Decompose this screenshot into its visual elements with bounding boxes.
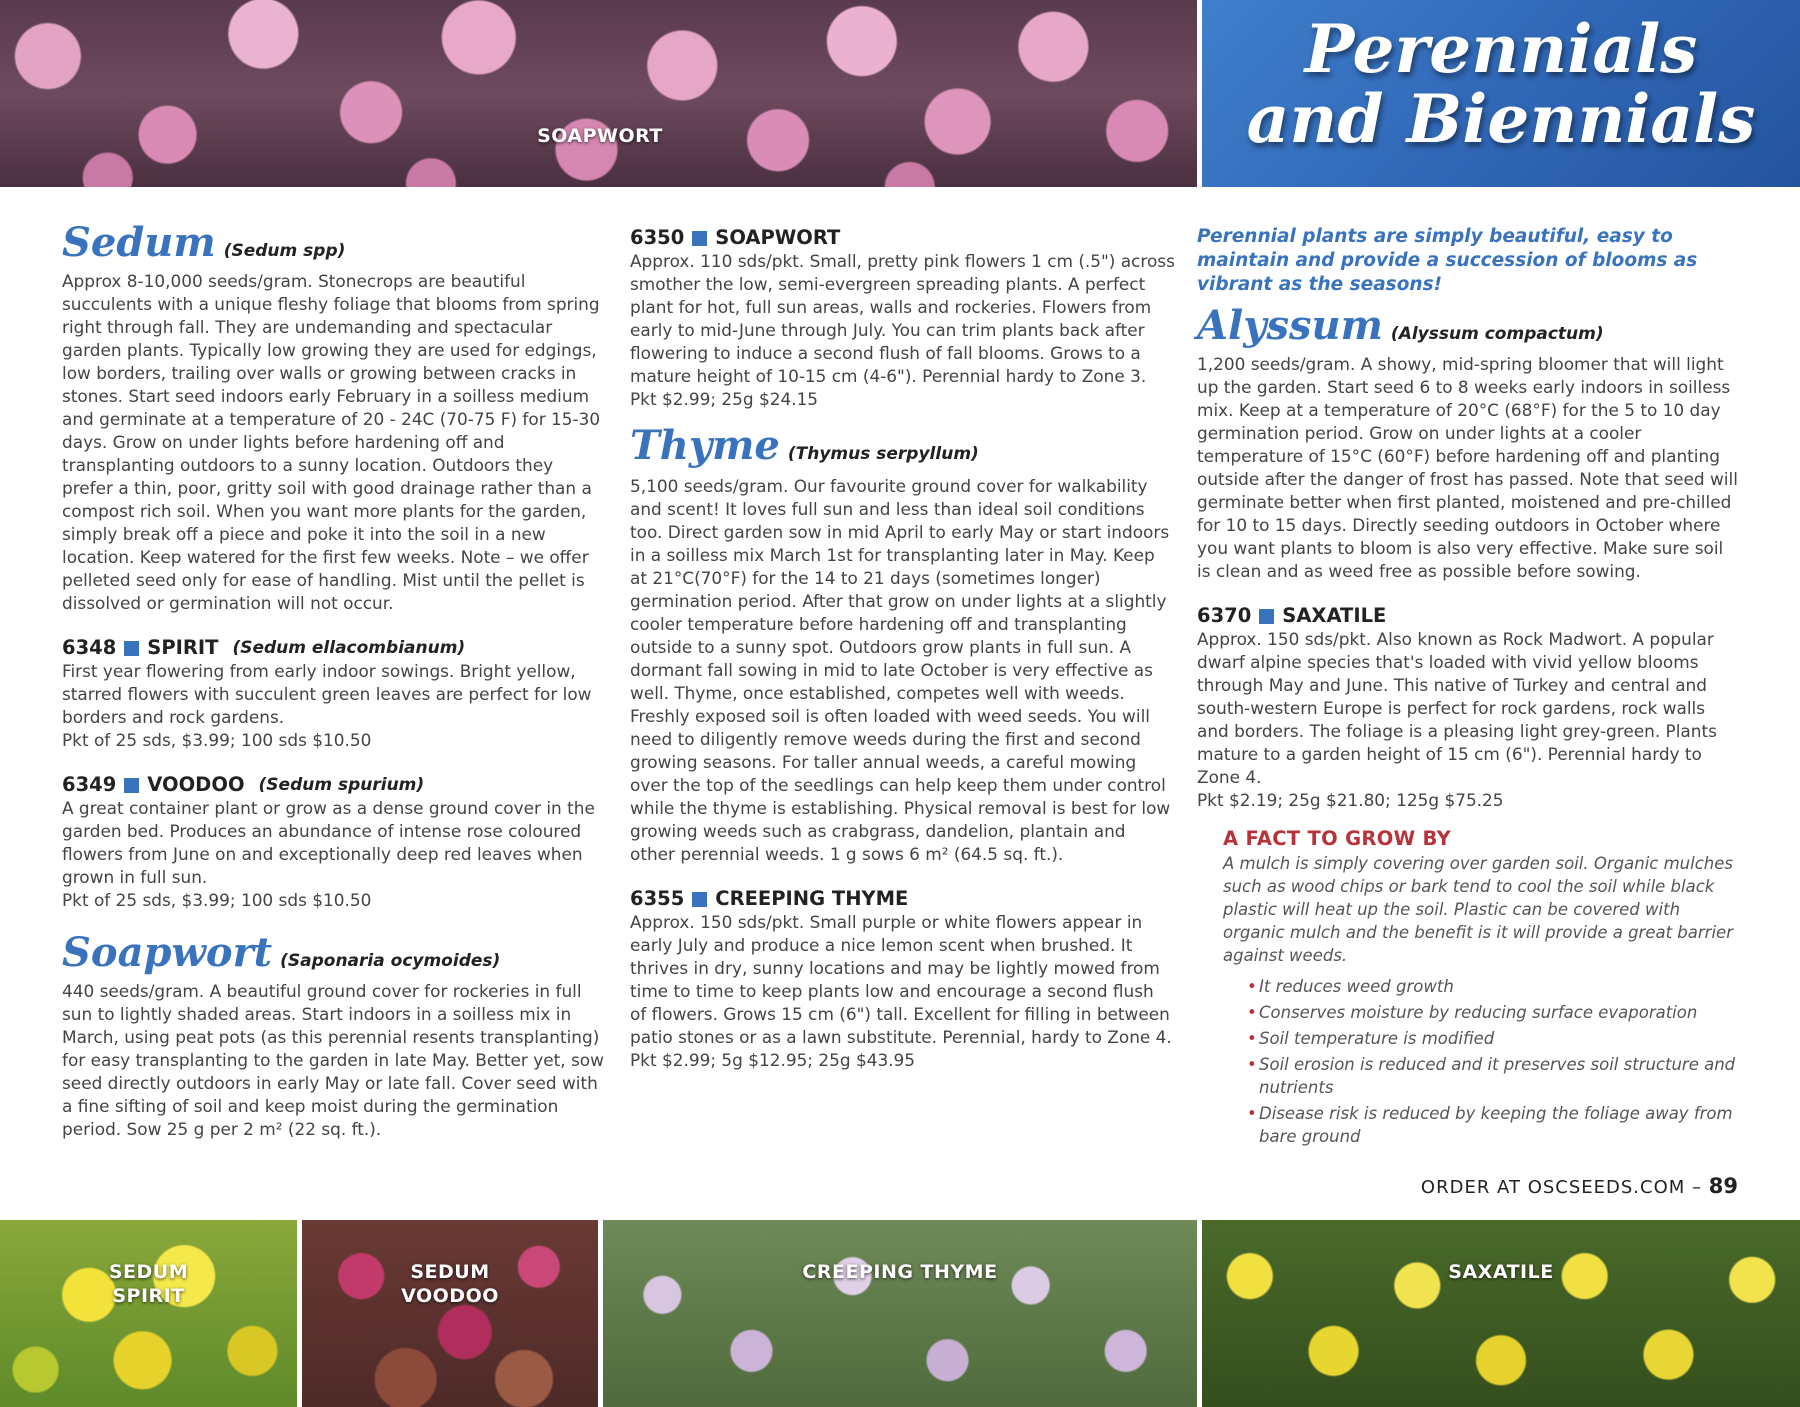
- bullet-icon: •: [1247, 1104, 1257, 1123]
- spirit-heading: [62, 636, 607, 660]
- title-line-2: and Biennials: [1246, 80, 1756, 158]
- creeping-thyme-caption: CREEPING THYME: [802, 1261, 998, 1283]
- sedum-voodoo-photo: [302, 1220, 598, 1407]
- bullet-icon: •: [1247, 1029, 1257, 1048]
- intro-text: Perennial plants are simply beautiful, easy to maintain and provide a succession of blooms as vibrant as the seasons!: [1197, 226, 1698, 295]
- blue-square-icon: [692, 231, 707, 246]
- bullet-icon: •: [1247, 977, 1257, 996]
- saxatile-photo: [1202, 1220, 1800, 1407]
- fact-bullet: [1223, 975, 1742, 998]
- creeping-thyme-code: 6355: [630, 887, 685, 910]
- sedum-spirit-caption: [0, 1260, 297, 1308]
- order-link[interactable]: ORDER AT OSCSEEDS.COM –: [1420, 1177, 1703, 1198]
- fact-bullet-text: Soil erosion is reduced and it preserves soil structure and nutrients: [1259, 1055, 1736, 1097]
- sedum-voodoo-caption: [302, 1260, 598, 1308]
- voodoo-code: 6349: [62, 773, 117, 796]
- bullet-icon: •: [1247, 1003, 1257, 1022]
- fact-bullet: [1223, 1001, 1742, 1024]
- soapwort-latin: (Saponaria ocymoides): [280, 951, 501, 971]
- sedum-latin: (Sedum spp): [223, 241, 346, 261]
- soapwort-banner-photo: [0, 0, 1197, 187]
- blue-square-icon: [692, 892, 707, 907]
- spirit-latin: (Sedum ellacombianum): [232, 638, 466, 658]
- blue-square-icon: [124, 641, 139, 656]
- column-2: [630, 226, 1175, 1072]
- voodoo-description: A great container plant or grow as a dense ground cover in the garden bed. Produces an abundance of intense rose coloured flowers from June on and exceptionally deep red leaves when grown in full sun.: [62, 798, 595, 887]
- fact-bullet: [1223, 1102, 1742, 1148]
- caption-line: SPIRIT: [112, 1285, 185, 1307]
- sedum-heading: [62, 220, 607, 266]
- voodoo-price: Pkt of 25 sds, $3.99; 100 sds $10.50: [62, 890, 372, 910]
- thyme-heading: [630, 423, 1175, 469]
- soapwort-name: SOAPWORT: [715, 226, 841, 249]
- fact-title: A FACT TO GROW BY: [1223, 827, 1452, 850]
- thyme-description: 5,100 seeds/gram. Our favourite ground cover for walkability and scent! It loves full sun and less than ideal soil conditions too. Direct garden sow in mid April to early May or start indoors in a soilless mix March 1st for transplanting later in May. Keep at 21°C(70°F) for the 14 to 21 days (sometimes longer) germination period. After that grow on under lights at a slightly cooler temperature before hardening off and transplanting outside to a sunny spot. Outdoors grow plants in full sun. A dormant fall sowing in mid to late October is very effective as well. Thyme, once established, competes well with weeds. Freshly exposed soil is often loaded with weed seeds. You will need to diligently remove weeds during the first and second growing seasons. For taller annual weeds, a careful mowing over the top of the seedlings can help keep them under control while the thyme is establishing. Physical removal is best for low growing weeds such as crabgrass, dandelion, plantain and other perennial weeds. 1 g sows 6 m² (64.5 sq. ft.).: [630, 476, 1171, 864]
- spirit-item: [62, 636, 607, 752]
- spirit-name: SPIRIT: [147, 636, 219, 659]
- creeping-thyme-item: [630, 887, 1175, 1072]
- soapwort-code: 6350: [630, 226, 685, 249]
- voodoo-item: [62, 773, 607, 912]
- alyssum-title: Alyssum: [1197, 302, 1383, 349]
- fact-list: [1223, 975, 1742, 1148]
- creeping-thyme-heading: [630, 887, 1175, 911]
- alyssum-latin: (Alyssum compactum): [1390, 324, 1604, 344]
- fact-bullet-text: Conserves moisture by reducing surface evaporation: [1259, 1003, 1698, 1022]
- creeping-thyme-name: CREEPING THYME: [715, 887, 909, 910]
- saxatile-code: 6370: [1197, 604, 1252, 627]
- page-number: 89: [1708, 1174, 1738, 1198]
- thyme-title: Thyme: [630, 422, 780, 469]
- saxatile-price: Pkt $2.19; 25g $21.80; 125g $75.25: [1197, 790, 1504, 810]
- banner-photo-caption: SOAPWORT: [537, 125, 663, 147]
- sedum-description: Approx 8-10,000 seeds/gram. Stonecrops are beautiful succulents with a unique fleshy foliage that blooms from spring right through fall. They are undemanding and spectacular garden plants. Typically low growing they are used for edgings, low borders, trailing over walls or growing between cracks in stones. Start seed indoors early February in a soilless medium and germinate at a temperature of 20 - 24C (70-75 F) for 15-30 days. Grow on under lights before hardening off and transplanting outdoors to a sunny location. Outdoors they prefer a thin, poor, gritty soil with good drainage rather than a compost rich soil. When you want more plants for the garden, simply break off a piece and poke it into the soil in a new location. Keep watered for the first few weeks. Note – we offer pelleted seed only for ease of handling. Mist until the pellet is dissolved or germination will not occur.: [62, 271, 601, 613]
- sedum-title: Sedum: [62, 219, 216, 266]
- creeping-thyme-photo: [603, 1220, 1197, 1407]
- caption-line: SEDUM: [108, 1261, 189, 1283]
- saxatile-description: Approx. 150 sds/pkt. Also known as Rock Madwort. A popular dwarf alpine species that's loaded with vivid yellow blooms through May and June. This native of Turkey and central and south-western Europe is perfect for rock gardens, rock walls and borders. The foliage is a pleasing light grey-green. Plants mature to a garden height of 15 cm (6"). Perennial hardy to Zone 4.: [1197, 629, 1717, 787]
- soapwort-title: Soapwort: [62, 929, 273, 976]
- soapwort-item-description: Approx. 110 sds/pkt. Small, pretty pink flowers 1 cm (.5") across smother the low, semi-evergreen spreading plants. A perfect plant for hot, full sun areas, walls and rockeries. Flowers from early to mid-June through July. You can trim plants back after flowering to induce a second flush of fall blooms. Grows to a mature height of 10-15 cm (4-6"). Perennial hardy to Zone 3.: [630, 251, 1175, 386]
- saxatile-item: [1197, 604, 1742, 812]
- caption-line: SEDUM: [410, 1261, 490, 1283]
- fact-text: A mulch is simply covering over garden soil. Organic mulches such as wood chips or bark tend to cool the soil while black plastic will heat up the soil. Plastic can be covered with organic mulch and the benefit is it will provide a great barrier against weeds.: [1223, 854, 1733, 965]
- title-line-1: Perennials: [1304, 10, 1698, 88]
- thyme-latin: (Thymus serpyllum): [787, 444, 979, 464]
- blue-square-icon: [1259, 609, 1274, 624]
- sedum-spirit-photo: [0, 1220, 297, 1407]
- fact-bullet-text: Soil temperature is modified: [1259, 1029, 1495, 1048]
- column-3: [1197, 225, 1742, 1151]
- caption-line: VOODOO: [401, 1285, 499, 1307]
- spirit-price: Pkt of 25 sds, $3.99; 100 sds $10.50: [62, 730, 372, 750]
- page-footer: [1421, 1174, 1738, 1198]
- bullet-icon: •: [1247, 1055, 1257, 1074]
- soapwort-item-heading: [630, 226, 1175, 250]
- soapwort-heading: [62, 930, 607, 976]
- saxatile-caption: SAXATILE: [1448, 1261, 1554, 1283]
- fact-box: [1223, 826, 1742, 1148]
- voodoo-latin: (Sedum spurium): [258, 775, 425, 795]
- fact-bullet: [1223, 1027, 1742, 1050]
- saxatile-heading: [1197, 604, 1742, 628]
- blue-square-icon: [124, 778, 139, 793]
- alyssum-description: 1,200 seeds/gram. A showy, mid-spring bloomer that will light up the garden. Start seed 6 to 8 weeks early indoors in soilless mix. Keep at a temperature of 20°C (68°F) for the 5 to 10 day germination period. Grow on under lights at a cooler temperature of 15°C (60°F) before hardening off and planting outside after the danger of frost has passed. Note that seed will germinate better when first planted, moistened and pre-chilled for 10 to 15 days. Directly seeding outdoors in October where you want plants to bloom is also very effective. Make sure soil is clean and as weed free as possible before sowing.: [1197, 354, 1738, 581]
- soapwort-item: [630, 226, 1175, 411]
- page-title: [1202, 10, 1800, 158]
- soapwort-description: 440 seeds/gram. A beautiful ground cover for rockeries in full sun to lightly shaded areas. Start indoors in a soilless mix in March, using peat pots (as this perennial resents transplanting) for easy transplanting to the garden in late May. Better yet, sow seed directly outdoors in early May or late fall. Cover seed with a fine sifting of soil and keep moist during the germination period. Sow 25 g per 2 m² (22 sq. ft.).: [62, 981, 604, 1139]
- soapwort-item-price: Pkt $2.99; 25g $24.15: [630, 389, 819, 409]
- banner-title-box: [1202, 0, 1800, 187]
- fact-bullet: [1223, 1053, 1742, 1099]
- creeping-thyme-price: Pkt $2.99; 5g $12.95; 25g $43.95: [630, 1050, 916, 1070]
- spirit-code: 6348: [62, 636, 117, 659]
- voodoo-heading: [62, 773, 607, 797]
- creeping-thyme-description: Approx. 150 sds/pkt. Small purple or white flowers appear in early July and produce a nice lemon scent when brushed. It thrives in dry, sunny locations and may be lightly mowed from time to time to keep plants low and encourage a second flush of flowers. Grows 15 cm (6") tall. Excellent for filling in between patio stones or as a lawn substitute. Perennial, hardy to Zone 4.: [630, 912, 1172, 1047]
- column-1: [62, 220, 607, 1141]
- alyssum-heading: [1197, 303, 1742, 349]
- spirit-description: First year flowering from early indoor sowings. Bright yellow, starred flowers with succulent green leaves are perfect for low borders and rock gardens.: [62, 661, 592, 727]
- voodoo-name: VOODOO: [147, 773, 245, 796]
- saxatile-name: SAXATILE: [1282, 604, 1387, 627]
- fact-bullet-text: Disease risk is reduced by keeping the foliage away from bare ground: [1259, 1104, 1733, 1146]
- fact-bullet-text: It reduces weed growth: [1259, 977, 1454, 996]
